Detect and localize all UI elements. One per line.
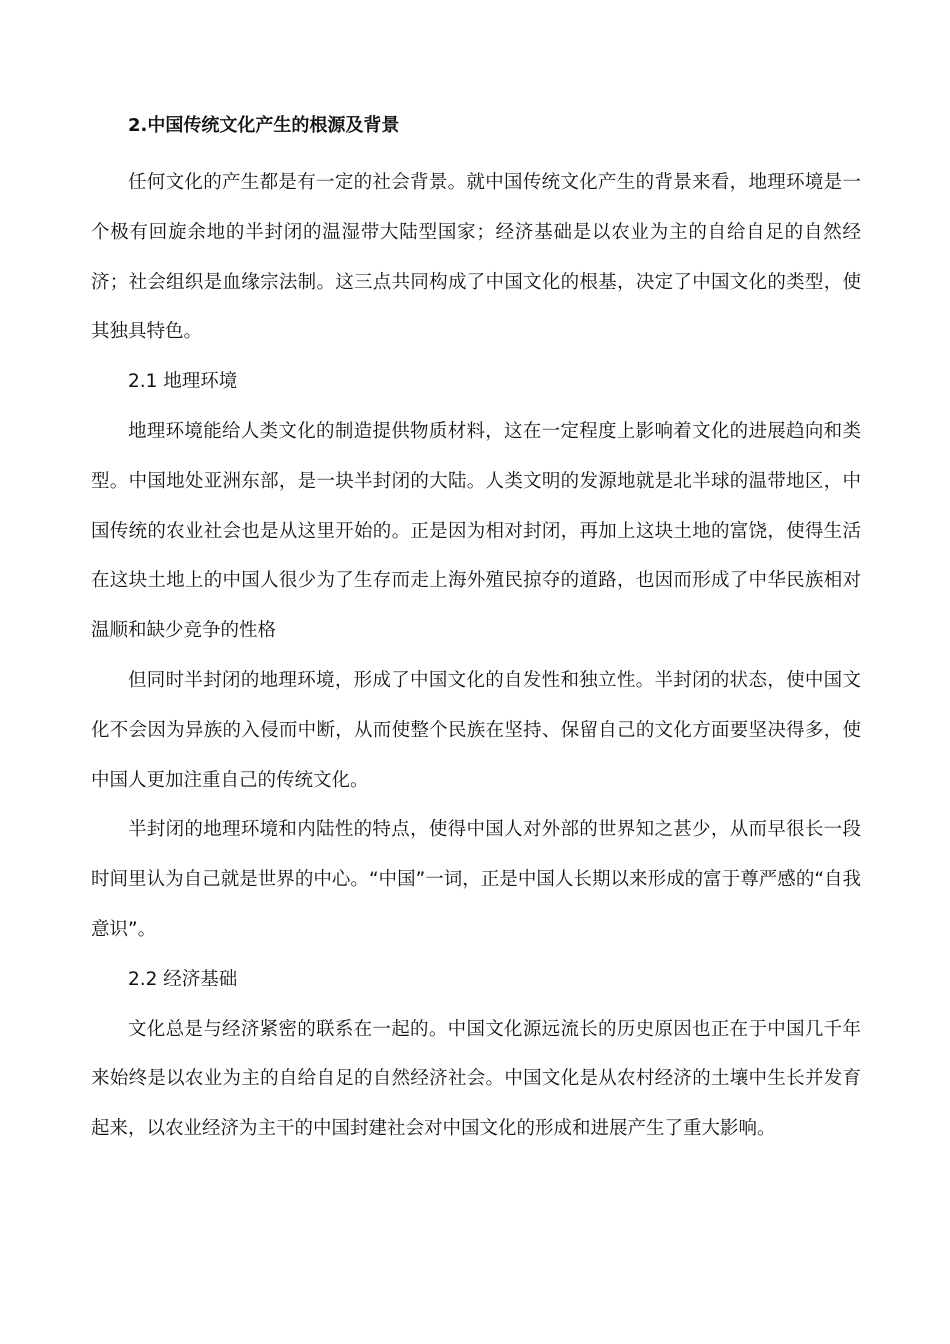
spacer bbox=[91, 146, 861, 158]
subsection-title-economy: 2.2 经济基础 bbox=[128, 968, 238, 990]
intro-paragraph: 任何文化的产生都是有一定的社会背景。就中国传统文化产生的背景来看，地理环境是一个极有回旋余地的半封闭的温湿带大陆型国家；经济基础是以农业为主的自给自足的自然经济；社会组织是血缘宗法制。这三点共同构成了中国文化的根基，决定了中国文化的类型，使其独具特色。 bbox=[91, 172, 861, 343]
document-body bbox=[91, 106, 861, 1154]
geography-paragraph-3: 半封闭的地理环境和内陆性的特点，使得中国人对外部的世界知之甚少，从而早很长一段时间里认为自己就是世界的中心。“中国”一词，正是中国人长期以来形成的富于尊严感的“自我意识”。 bbox=[91, 819, 861, 940]
section-heading: 2.中国传统文化产生的根源及背景 bbox=[128, 115, 400, 136]
geography-paragraph-1: 地理环境能给人类文化的制造提供物质材料，这在一定程度上影响着文化的进展趋向和类型。中国地处亚洲东部，是一块半封闭的大陆。人类文明的发源地就是北半球的温带地区，中国传统的农业社会也是从这里开始的。正是因为相对封闭，再加上这块土地的富饶，使得生活在这块土地上的中国人很少为了生存而走上海外殖民掠夺的道路，也因而形成了中华民族相对温顺和缺少竞争的性格 bbox=[91, 420, 861, 642]
geography-paragraph-2: 但同时半封闭的地理环境，形成了中国文化的自发性和独立性。半封闭的状态，使中国文化不会因为异族的入侵而中断，从而使整个民族在坚持、保留自己的文化方面要坚决得多，使中国人更加注重自己的传统文化。 bbox=[91, 669, 861, 791]
economy-paragraph-1: 文化总是与经济紧密的联系在一起的。中国文化源远流长的历史原因也正在于中国几千年来始终是以农业为主的自给自足的自然经济社会。中国文化是从农村经济的土壤中生长并发育起来，以农业经济为主干的中国封建社会对中国文化的形成和进展产生了重大影响。 bbox=[91, 1018, 861, 1140]
subsection-title-geography: 2.1 地理环境 bbox=[128, 371, 238, 393]
